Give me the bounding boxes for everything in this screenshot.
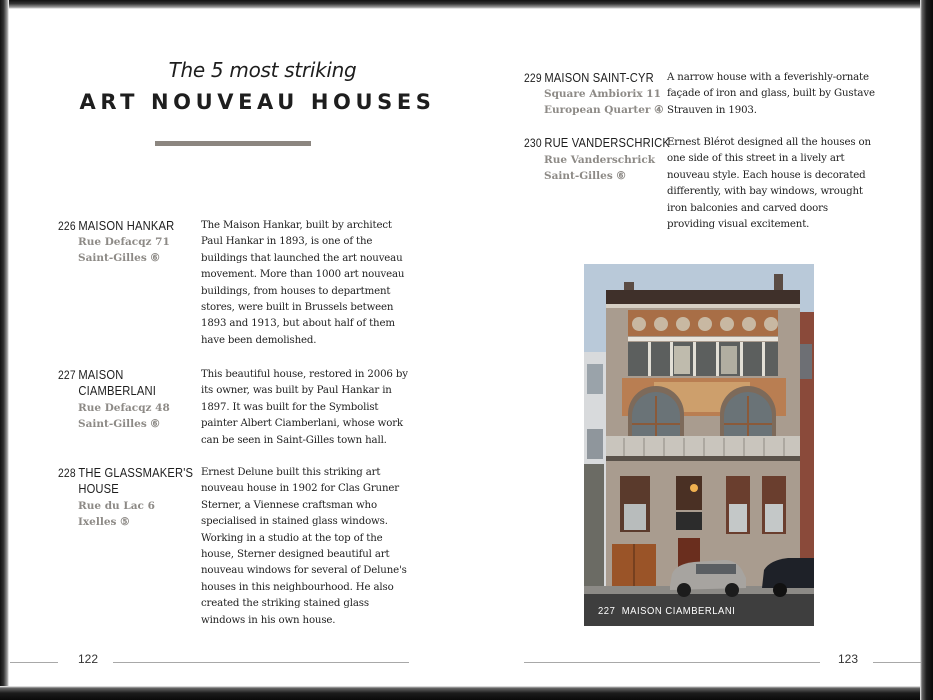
entry-heading (524, 135, 670, 151)
entry-district: Saint-Gilles ⑥ (78, 252, 160, 264)
entry-district: Saint-Gilles ⑥ (78, 418, 160, 430)
entry-heading (58, 465, 193, 497)
photo-caption (598, 605, 735, 617)
district-marker-icon: ⑤ (120, 516, 130, 528)
caption-number: 227 (598, 605, 616, 617)
footer-rule-left (113, 662, 409, 663)
entry-name-line-2: HOUSE (78, 481, 119, 496)
entry-description: This beautiful house, restored in 2006 by its owner, was built by Paul Hankar in 1897. It was built for the Symbolist painter Albert Ciamberlani, whose work can be seen in Saint-Gilles town hall. (201, 369, 408, 446)
entry-address: Rue du Lac 6 (78, 500, 155, 512)
district-marker-icon: ④ (654, 104, 664, 116)
page-title: ART NOUVEAU HOUSES (79, 90, 436, 114)
frame-bottom-border (0, 686, 933, 700)
entry-name: MAISON SAINT-CYR (544, 70, 654, 85)
entry-district: Saint-Gilles ⑥ (544, 170, 626, 182)
frame-right-border (920, 0, 933, 700)
entry-description: The Maison Hankar, built by architect Paul Hankar in 1893, is one of the buildings that launched the art nouveau movement. More than 1000 art nouveau buildings, from houses to department stores, were built in Brussels between 1893 and 1913, but about half of them have been demolished. (201, 220, 405, 346)
footer-rule-right-outer (873, 662, 921, 663)
caption-name: MAISON CIAMBERLANI (621, 605, 736, 617)
entry-name-line-1: THE GLASSMAKER'S (78, 465, 194, 480)
frame-top-border (0, 0, 933, 9)
entry-number: 227 (58, 368, 76, 382)
entry-heading (58, 367, 156, 399)
entry-name-line-1: MAISON (78, 367, 124, 382)
district-marker-icon: ⑥ (150, 252, 160, 264)
entry-address: Rue Defacqz 48 (78, 402, 170, 414)
entry-name-line-2: CIAMBERLANI (78, 383, 157, 398)
district-marker-icon: ⑥ (616, 170, 626, 182)
entry-number: 226 (58, 219, 76, 233)
footer-rule-left-outer (10, 662, 58, 663)
entry-number: 228 (58, 466, 76, 480)
district-marker-icon: ⑥ (150, 418, 160, 430)
entry-district: Ixelles ⑤ (78, 516, 130, 528)
entry-district: European Quarter ④ (544, 104, 664, 116)
house-photo (584, 264, 814, 626)
entry-description: Ernest Delune built this striking art nouveau house in 1902 for Clas Gruner Sterner, a Viennese craftsman who specialised in stained glass windows. Working in a studio at the top of the house, Sterner designed beautiful art nouveau windows for several of Delune's houses in this neighbourhood. He also created the striking stained glass windows in his own house. (201, 467, 407, 626)
building-facade-illustration (584, 264, 814, 626)
title-divider (155, 141, 311, 146)
page-number-right: 123 (838, 652, 859, 666)
entry-name: MAISON HANKAR (78, 218, 175, 233)
entry-description: A narrow house with a feverishly-ornate façade of iron and glass, built by Gustave Strauven in 1903. (667, 72, 875, 116)
page-subtitle: The 5 most striking (168, 58, 357, 82)
entry-address: Rue Vanderschrick (544, 154, 655, 166)
entry-heading (524, 70, 654, 86)
entry-number: 229 (524, 71, 542, 85)
frame-left-border (0, 0, 9, 700)
entry-address: Square Ambiorix 11 (544, 88, 661, 100)
footer-rule-right (524, 662, 820, 663)
entry-description: Ernest Blérot designed all the houses on one side of this street in a lively art nouveau style. Each house is decorated differently, with bay windows, wrought iron balconies and carved doors providing visual excitement. (667, 137, 871, 231)
page-number-left: 122 (78, 652, 99, 666)
entry-address: Rue Defacqz 71 (78, 236, 170, 248)
entry-heading (58, 218, 174, 234)
entry-number: 230 (524, 136, 542, 150)
entry-name: RUE VANDERSCHRICK (544, 135, 671, 150)
